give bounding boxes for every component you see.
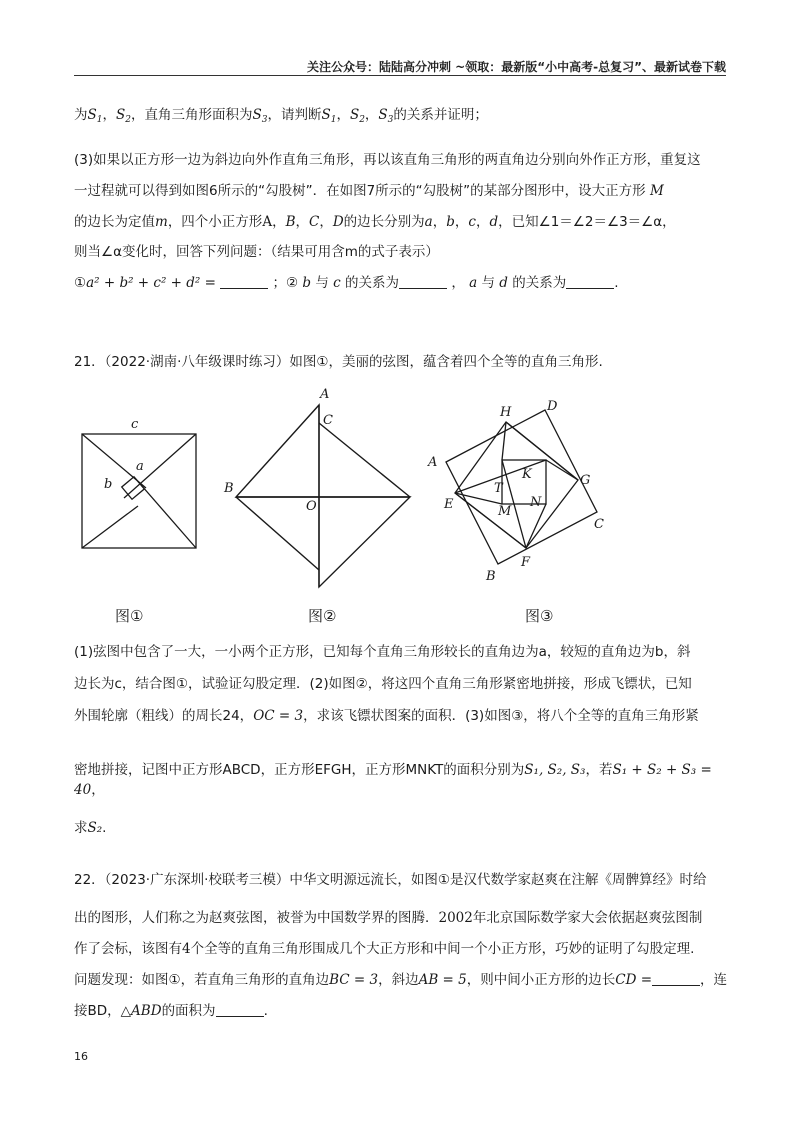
fig1-label-a: a (136, 459, 144, 474)
part3-line5: ①a² + b² + c² + d² = ；② b 与 c 的关系为 ， a 与 d 的关系为 . (74, 275, 619, 291)
part3-line1: (3)如果以正方形一边为斜边向外作直角三角形，再以该直角三角形的两直角边分别向外作正方形，重复这 (74, 152, 701, 168)
q22-line2: 出的图形，人们称之为赵爽弦图，被誉为中国数学界的图腾．2002年北京国际数学家大会依据赵爽弦图制 (74, 910, 703, 926)
answer-blank-3[interactable] (566, 276, 614, 289)
continuation-line: 为$S_1$，$S_2$，直角三角形面积为$S_3$，请判断$S_1$，$S_2$，$S_3$的关系并证明； (74, 107, 488, 125)
fig3-label-C: C (594, 517, 604, 532)
part3-line4: 则当∠α变化时，回答下列问题：（结果可用含m的式子表示） (74, 244, 439, 260)
part3-line3: 的边长为定值m，四个小正方形A，B，C，D的边长分别为a，b，c，d，已知∠1＝∠2＝∠3＝∠α， (74, 214, 676, 230)
figure-2-dart-shape (236, 405, 410, 587)
q22-line4: 问题发现：如图①，若直角三角形的直角边BC = 3，斜边AB = 5，则中间小正方形的边长CD = ，连 (74, 972, 728, 988)
fig1-caption: 图① (115, 607, 144, 625)
fig2-label-C: C (323, 413, 333, 428)
q21-line3: 外围轮廓（粗线）的周长24，OC = 3，求该飞镖状图案的面积．(3)如图③，将八个全等的直角三角形紧 (74, 708, 699, 724)
figure-3-nested-squares (446, 410, 597, 564)
q21-line1: (1)弦图中包含了一大，一小两个正方形，已知每个直角三角形较长的直角边为a，较短的直角边为b，斜 (74, 644, 691, 660)
page-number: 16 (74, 1050, 88, 1063)
fig2-label-O: O (306, 499, 317, 514)
fig1-line (82, 506, 138, 548)
fig3-label-M: M (498, 504, 512, 519)
header-rule (74, 75, 726, 76)
q21-line2: 边长为c，结合图①，试验证勾股定理．(2)如图②，将这四个直角三角形紧密地拼接，形成飞镖状，已知 (74, 676, 692, 692)
fig1-line (124, 434, 196, 498)
q21-intro: 21．（2022·湖南·八年级课时练习）如图①，美丽的弦图，蕴含着四个全等的直角三角形. (74, 354, 603, 370)
q21-line4: 密地拼接，记图中正方形ABCD，正方形EFGH，正方形MNKT的面积分别为S₁, S₂, S₃，若S₁ + S₂ + S₃ = 40， (74, 762, 712, 798)
answer-blank-CD[interactable] (652, 973, 700, 986)
fig2-label-B: B (224, 481, 234, 496)
part3-line2: 一过程就可以得到如图6所示的“勾股树”．在如图7所示的“勾股树”的某部分图形中，设大正方形 M (74, 183, 664, 199)
q22-line3: 作了会标，该图有4个全等的直角三角形围成几个大正方形和中间一个小正方形，巧妙的证明了勾股定理. (74, 941, 695, 957)
fig2-inner-line (319, 423, 410, 497)
fig3-label-K: K (522, 467, 532, 482)
fig3-label-B: B (486, 569, 496, 584)
fig1-outer-square (82, 434, 196, 548)
q22-line5: 接BD，△ABD的面积为 . (74, 1003, 268, 1019)
q22-line1: 22．（2023·广东深圳·校联考三模）中华文明源远流长，如图①是汉代数学家赵爽在注解《周髀算经》时给 (74, 872, 707, 888)
fig3-label-E: E (444, 497, 454, 512)
fig1-inner-square (122, 477, 145, 500)
fig3-label-F: F (521, 555, 531, 570)
fig3-caption: 图③ (525, 607, 554, 625)
figure-1-string-diagram (82, 434, 196, 548)
fig3-label-T: T (494, 481, 503, 496)
answer-blank-2[interactable] (399, 276, 447, 289)
fig3-square-ABCD (446, 410, 597, 564)
fig2-caption: 图② (308, 607, 337, 625)
fig1-label-c: c (131, 417, 139, 432)
fig3-label-H: H (500, 405, 512, 420)
fig3-label-G: G (580, 473, 591, 488)
answer-blank-1[interactable] (220, 276, 268, 289)
page-header: 关注公众号：陆陆高分冲刺 ~领取：最新版“小中高考-总复习”、最新试卷下载 (307, 60, 726, 74)
q21-line5: 求S₂. (74, 820, 107, 836)
fig3-label-N: N (530, 495, 542, 510)
fig3-label-A: A (428, 455, 438, 470)
fig3-square-EFGH (455, 422, 578, 548)
fig2-outline (236, 405, 410, 587)
fig1-label-b: b (104, 477, 113, 492)
fig3-label-D: D (547, 399, 558, 414)
fig2-label-A: A (320, 387, 330, 402)
q21-figures (0, 380, 800, 605)
answer-blank-area[interactable] (216, 1004, 264, 1017)
